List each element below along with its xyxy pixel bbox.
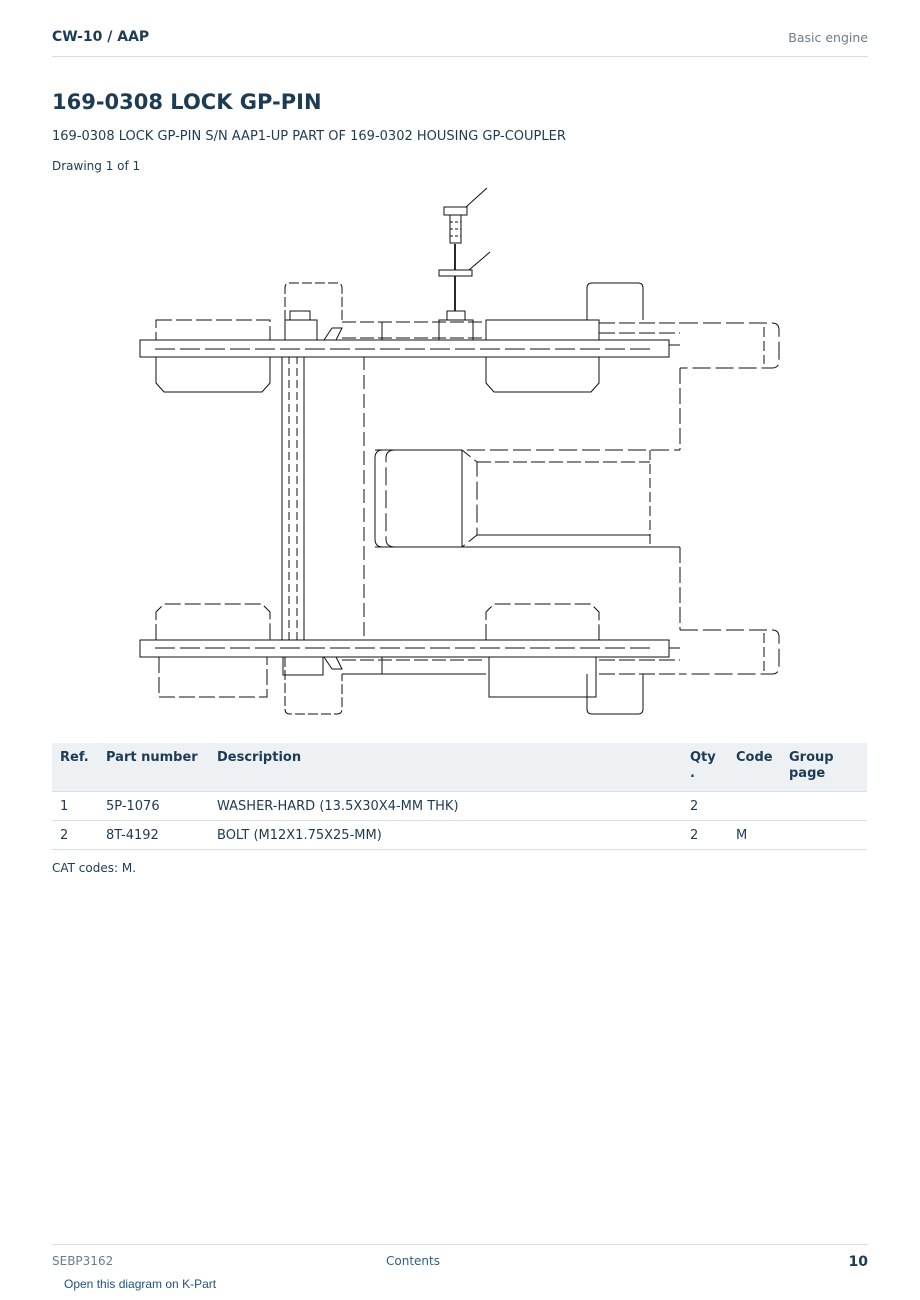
col-part-number: Part number (98, 743, 209, 792)
col-description: Description (209, 743, 682, 792)
page-header (52, 28, 868, 57)
cell-code (728, 792, 781, 821)
page-number: 10 (848, 1254, 868, 1270)
cell-part-number: 8T-4192 (98, 821, 209, 850)
document-id: SEBP3162 (52, 1254, 114, 1268)
col-code: Code (728, 743, 781, 792)
parts-table (52, 743, 867, 850)
cell-code: M (728, 821, 781, 850)
cell-qty: 2 (682, 821, 728, 850)
drawing-label: Drawing 1 of 1 (52, 159, 141, 173)
page-title: 169-0308 LOCK GP-PIN (52, 90, 322, 114)
col-ref: Ref. (52, 743, 98, 792)
cell-qty: 2 (682, 792, 728, 821)
cell-description: BOLT (M12X1.75X25-MM) (209, 821, 682, 850)
page-footer (52, 1244, 868, 1275)
breadcrumb: CW-10 / AAP (52, 29, 150, 45)
col-qty: Qty . (682, 743, 728, 792)
washer-drawing (439, 244, 490, 340)
contents-link[interactable]: Contents (386, 1254, 440, 1268)
table-row (52, 792, 867, 821)
col-group-page: Group page (781, 743, 867, 792)
bolt-drawing (444, 188, 487, 243)
cell-group-page (781, 821, 867, 850)
cell-ref: 1 (52, 792, 98, 821)
cell-description: WASHER-HARD (13.5X30X4-MM THK) (209, 792, 682, 821)
table-row (52, 821, 867, 850)
page-subtitle: 169-0308 LOCK GP-PIN S/N AAP1-UP PART OF 169-0302 HOUSING GP-COUPLER (52, 129, 566, 144)
cell-ref: 2 (52, 821, 98, 850)
parts-diagram (130, 184, 790, 720)
cell-group-page (781, 792, 867, 821)
open-diagram-link[interactable]: Open this diagram on K-Part (64, 1277, 217, 1291)
section-label: Basic engine (788, 30, 868, 45)
parts-table-header (52, 743, 867, 792)
cell-part-number: 5P-1076 (98, 792, 209, 821)
cat-codes-note: CAT codes: M. (52, 861, 137, 875)
